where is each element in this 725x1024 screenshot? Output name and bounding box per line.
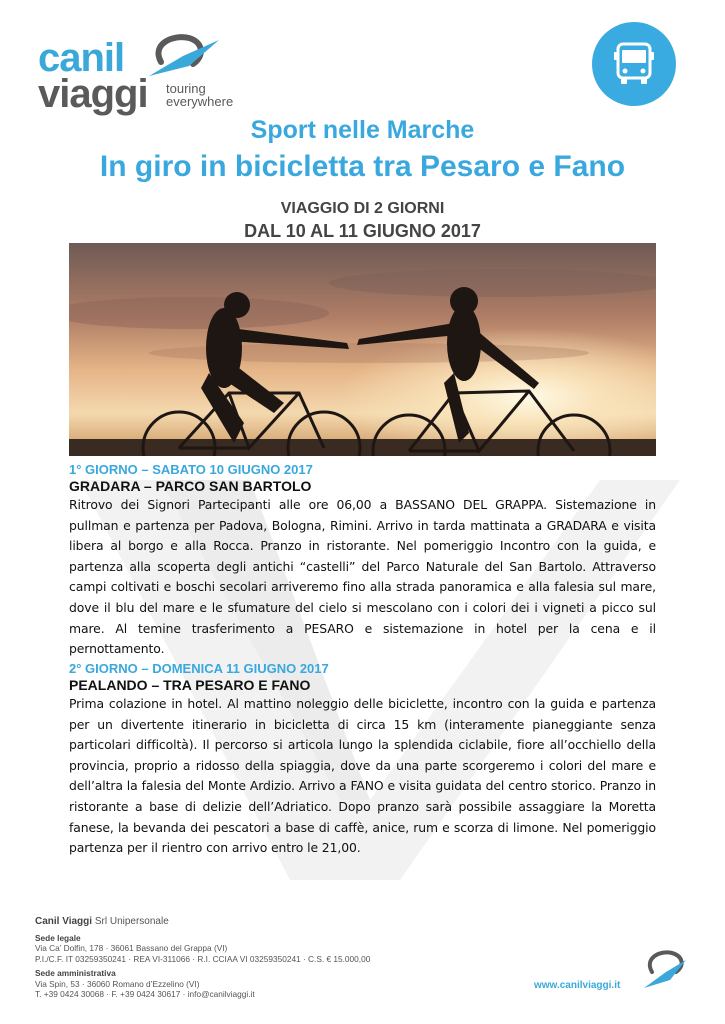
footer-company <box>35 915 495 928</box>
logo-tagline-1: touring <box>166 81 206 96</box>
footer-admin-heading: Sede amministrativa <box>35 968 116 979</box>
trip-dates: DAL 10 AL 11 GIUGNO 2017 <box>244 221 481 241</box>
day-2-heading: 2° GIORNO – DOMENICA 11 GIUGNO 2017 <box>69 661 329 676</box>
day-2-section <box>69 661 656 859</box>
company-logo <box>38 32 268 117</box>
day-1-place: GRADARA – PARCO SAN BARTOLO <box>69 478 312 494</box>
footer-legal-heading: Sede legale <box>35 933 81 943</box>
logo-tagline-2: everywhere <box>166 94 234 109</box>
logo-text-top: canil <box>38 36 125 80</box>
day-1-heading: 1° GIORNO – SABATO 10 GIUGNO 2017 <box>69 462 313 477</box>
logo-swoosh-icon <box>143 32 223 78</box>
bus-badge <box>592 22 676 106</box>
day-1-section <box>69 462 656 660</box>
footer <box>35 915 495 999</box>
footer-company-name: Canil Viaggi <box>35 916 93 927</box>
logo-text-bottom: viaggi <box>38 72 148 116</box>
footer-website-link[interactable]: www.canilviaggi.it <box>534 980 621 991</box>
footer-legal-registry: P.I./C.F. IT 03259350241 · REA VI-311066 · R.I. CCIAA VI 03259350241 · C.S. € 15.000,00 <box>35 953 371 964</box>
footer-company-type: Srl Unipersonale <box>94 916 169 927</box>
bus-icon <box>610 40 658 88</box>
footer-admin-contacts: T. +39 0424 30068 · F. +39 0424 30617 · info@canilviaggi.it <box>35 989 255 1000</box>
footer-admin-address: Via Spin, 53 · 36060 Romano d’Ezzelino (VI) <box>35 978 200 989</box>
day-2-description: Prima colazione in hotel. Al mattino noleggio delle biciclette, incontro con la guida e partenza per un divertente itinerario in bicicletta di circa 15 km (interamente pianeggiante senza particolari difficoltà). Il percorso si articola lungo la splendida ciclabile, fiore all’occhiello della provincia, proprio a ridosso della spiaggia, dove da una parte scorgeremo i colori del mare e dell’altra la falesia del Monte Ardizio. Arrivo a FANO e visita guidata del centro storico. Pranzo in ristorante a base di delizie dell’Adriatico. Dopo pranzo sarà possibile assaggiare la Moretta fanese, la bevanda dei pescatori a base di caffè, anice, rum e scorza di limone. Nel pomeriggio partenza per il rientro con arrivo entro le 21,00. <box>69 696 656 856</box>
page-title: Sport nelle Marche <box>250 116 475 144</box>
day-2-place: PEALANDO – TRA PESARO E FANO <box>69 677 311 693</box>
footer-legal-address: Via Ca’ Dolfin, 178 · 36061 Bassano del Grappa (VI) <box>35 943 228 954</box>
page-subtitle: In giro in bicicletta tra Pesaro e Fano <box>99 150 626 183</box>
cyclists-sunset-photo <box>69 243 656 456</box>
footer-logo-icon <box>640 948 690 990</box>
trip-duration: VIAGGIO DI 2 GIORNI <box>280 200 445 217</box>
day-1-description: Ritrovo dei Signori Partecipanti alle ore 06,00 a BASSANO DEL GRAPPA. Sistemazione in pullman e partenza per Padova, Bologna, Rimini. Arrivo in tarda mattinata a GRADARA e visita libera al borgo e alla Rocca. Pranzo in ristorante. Nel pomeriggio Incontro con la guida, e partenza alla scoperta degli antichi “castelli” del Parco Naturale del San Bartolo. Attraverso campi coltivati e boschi secolari arriveremo fino alla strada panoramica e alla falesia sul mare, dove il blu del mare e le sfumature del cielo si mescolano con i colori dei i vigneti a picco sul mare. Al temine trasferimento a PESARO e sistemazione in hotel per la cena e il pernottamento. <box>69 497 656 657</box>
